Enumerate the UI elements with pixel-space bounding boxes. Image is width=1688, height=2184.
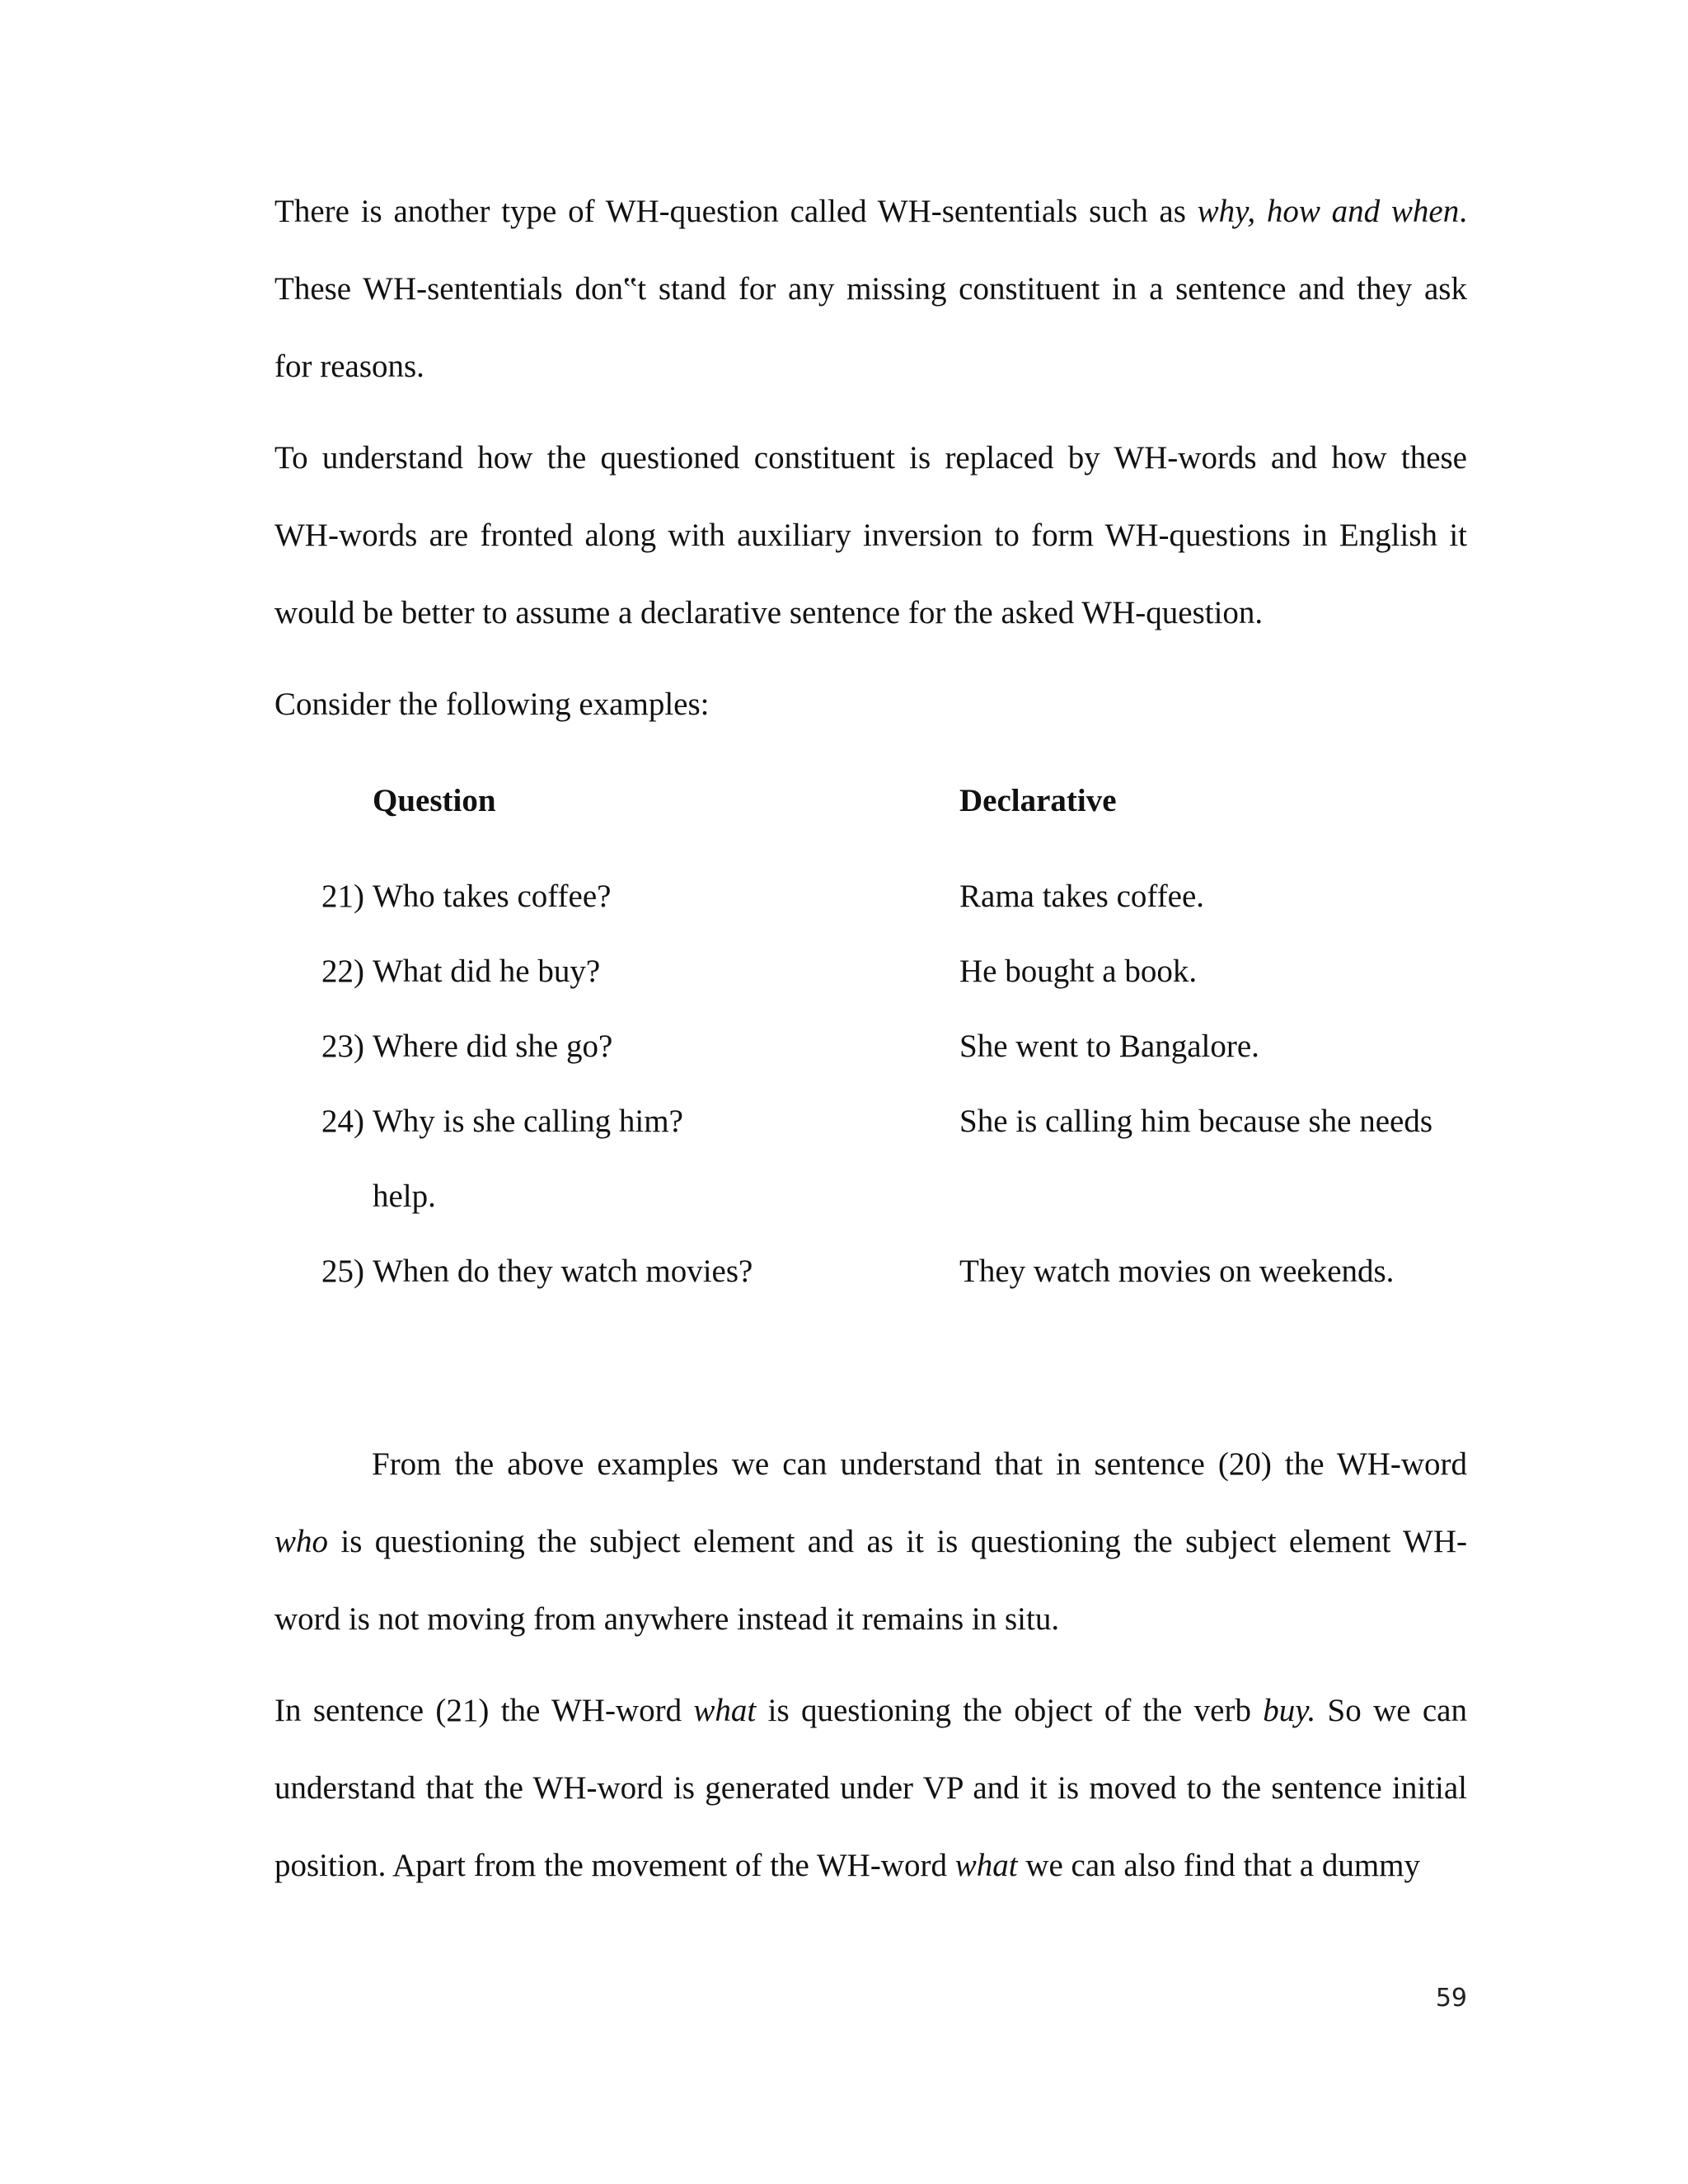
text-line: understand that the WH-word is generated under VP and it is moved to the sentence initial bbox=[274, 1770, 1467, 1806]
text-line: would be better to assume a declarative sentence for the asked WH-question. bbox=[274, 595, 1264, 630]
italic-text: why, how and when bbox=[1197, 194, 1460, 229]
text-line bbox=[274, 1827, 1467, 1905]
example-question: What did he buy? bbox=[373, 954, 601, 989]
text-span: position. Apart from the movement of the WH-word bbox=[274, 1848, 955, 1883]
example-question: Who takes coffee? bbox=[373, 879, 612, 914]
text-span: is questioning the subject element and as it is questioning the subject element WH- bbox=[328, 1524, 1467, 1559]
text-line: These WH-sententials don‟t stand for any missing constituent in a sentence and they ask bbox=[274, 271, 1467, 307]
paragraph-analysis-who bbox=[274, 1426, 1467, 1658]
text-line: Consider the following examples: bbox=[274, 687, 710, 722]
text-span: In sentence (21) the WH-word bbox=[274, 1693, 694, 1728]
page-number: 59 bbox=[1435, 1984, 1467, 2013]
text-line: From the above examples we can understand that in sentence (20) the WH-word bbox=[372, 1446, 1467, 1482]
text-line bbox=[274, 1672, 1467, 1750]
text-line bbox=[274, 173, 1467, 251]
example-question: Where did she go? bbox=[373, 1029, 613, 1064]
example-number: 23) bbox=[321, 1029, 364, 1064]
header-declarative: Declarative bbox=[959, 783, 1117, 818]
text-span: . bbox=[1459, 194, 1467, 229]
example-number: 25) bbox=[321, 1254, 364, 1289]
header-question: Question bbox=[373, 783, 496, 818]
example-question: When do they watch movies? bbox=[373, 1254, 753, 1289]
text-line: word is not moving from anywhere instead it remains in situ. bbox=[274, 1601, 1060, 1637]
text-span: There is another type of WH-question called WH-sententials such as bbox=[274, 194, 1198, 229]
text-line bbox=[274, 1503, 1467, 1581]
paragraph-consider bbox=[274, 666, 1467, 743]
example-declarative: Rama takes coffee. bbox=[959, 879, 1205, 914]
example-number: 24) bbox=[321, 1104, 364, 1139]
text-span: we can also find that a dummy bbox=[1017, 1848, 1421, 1883]
text-span: is questioning the object of the verb bbox=[756, 1693, 1264, 1728]
example-continuation: help. bbox=[373, 1179, 436, 1214]
example-declarative: He bought a book. bbox=[959, 954, 1198, 989]
italic-text: who bbox=[274, 1524, 329, 1559]
text-span: So we can bbox=[1315, 1693, 1467, 1728]
text-line: for reasons. bbox=[274, 349, 424, 384]
italic-text: what bbox=[693, 1693, 757, 1728]
example-declarative: She is calling him because she needs bbox=[959, 1104, 1433, 1139]
italic-text: what bbox=[954, 1848, 1018, 1883]
example-question: Why is she calling him? bbox=[373, 1104, 683, 1139]
example-declarative: They watch movies on weekends. bbox=[959, 1254, 1395, 1289]
paragraph-understanding bbox=[274, 419, 1467, 652]
example-number: 21) bbox=[321, 879, 364, 914]
text-line: To understand how the questioned constituent is replaced by WH-words and how these bbox=[274, 440, 1467, 476]
example-number: 22) bbox=[321, 954, 364, 989]
example-declarative: She went to Bangalore. bbox=[959, 1029, 1259, 1064]
text-line: WH-words are fronted along with auxiliary inversion to form WH-questions in English it bbox=[274, 518, 1467, 553]
paragraph-wh-sententials bbox=[274, 173, 1467, 405]
paragraph-analysis-what bbox=[274, 1672, 1467, 1905]
italic-text: buy. bbox=[1263, 1693, 1316, 1728]
